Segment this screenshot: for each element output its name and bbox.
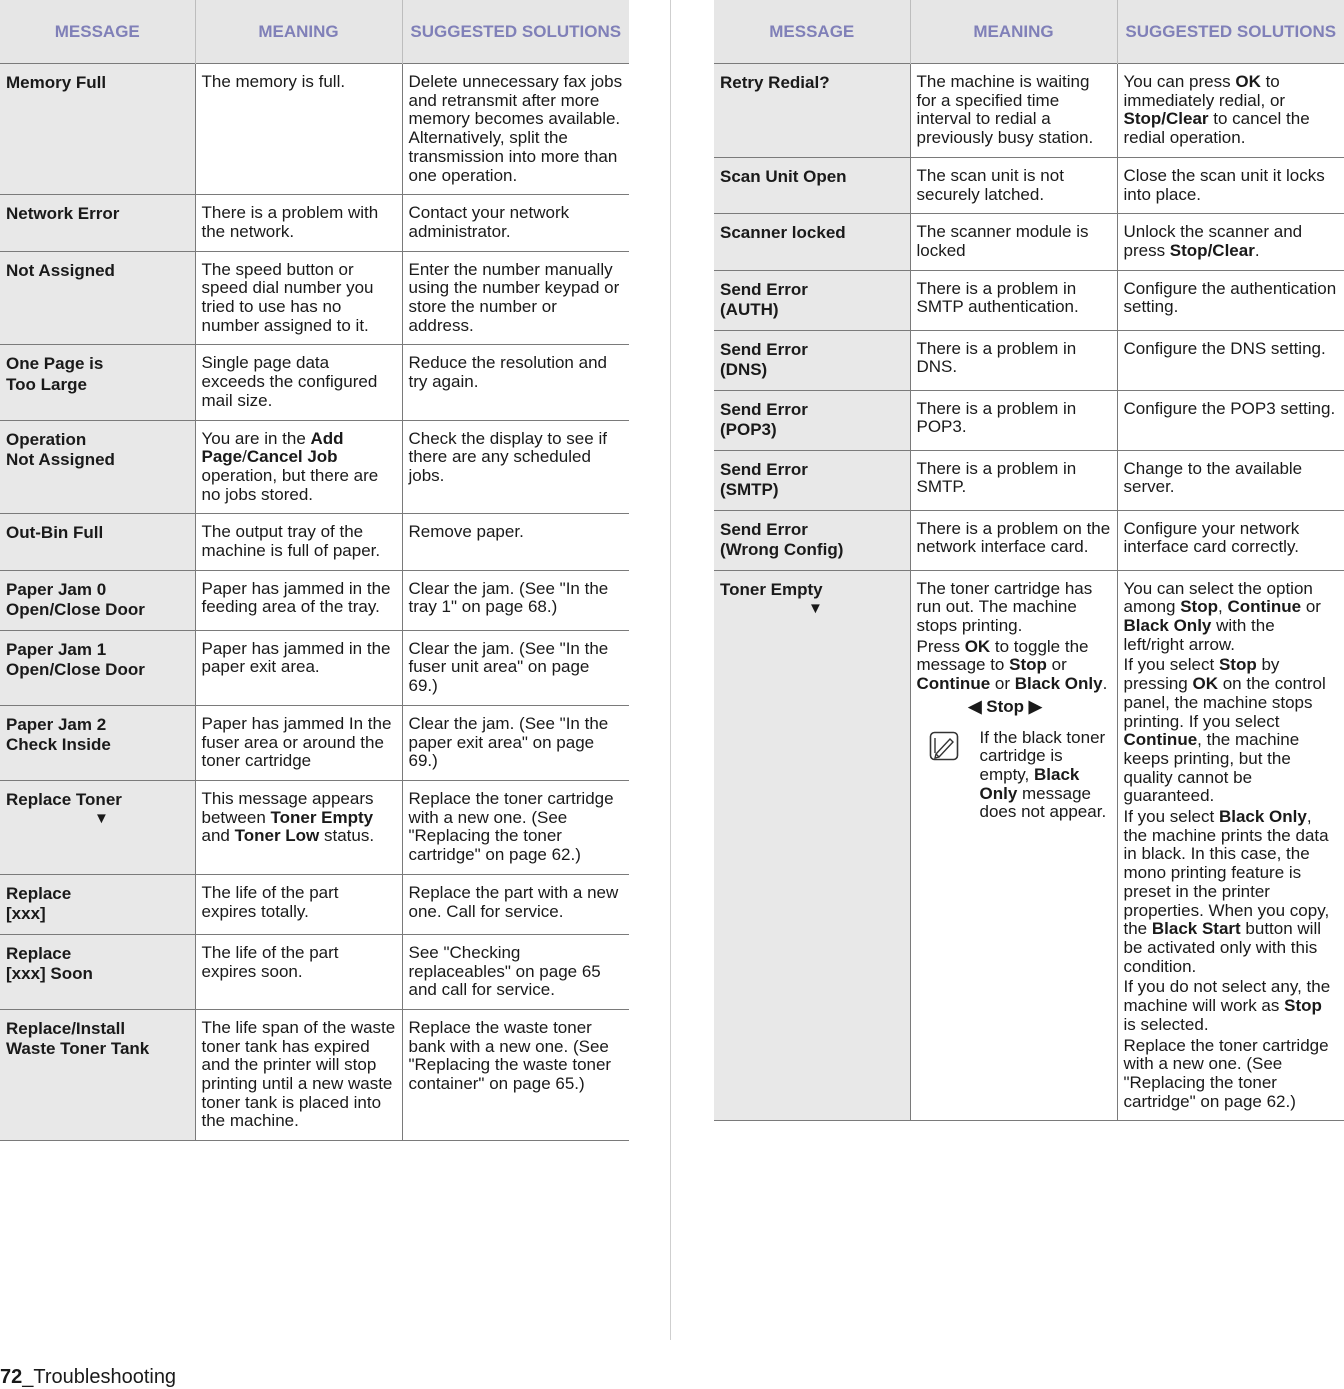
text-run: If you do not select any, the machine will work as <box>1123 977 1331 1016</box>
solution-text: Change to the available server. <box>1123 458 1303 497</box>
text-run: . <box>1254 240 1260 260</box>
solution-text: Replace the waste toner bank with a new one. (See "Replacing the waste toner container" on page 65.) <box>408 1017 612 1094</box>
table-row <box>0 874 629 934</box>
solution-cell <box>1117 510 1344 570</box>
solution-text: Configure the authentication setting. <box>1123 278 1337 317</box>
message-cell <box>714 270 910 330</box>
meaning-cell <box>910 64 1117 158</box>
column-divider <box>670 0 671 1340</box>
text-run: status. <box>319 826 375 846</box>
meaning-paragraph <box>917 638 1111 694</box>
text-run: You can select the option among <box>1123 578 1313 617</box>
header-meaning: MEANING <box>195 0 402 64</box>
header-meaning: MEANING <box>910 0 1117 64</box>
meaning-cell <box>195 345 402 420</box>
down-arrow-icon: ▼ <box>94 810 109 828</box>
message-text: (DNS) <box>720 360 768 380</box>
text-run: to toggle the message to <box>916 636 1089 675</box>
bold-run: Continue <box>916 674 991 694</box>
solution-text: Configure the POP3 setting. <box>1123 398 1336 418</box>
meaning-cell <box>195 514 402 570</box>
meaning-text: The speed button or speed dial number you tried to use has no number assigned to it. <box>201 259 374 335</box>
message-text: Too Large <box>6 374 87 394</box>
table-row <box>0 195 629 251</box>
text-run: to immediately redial, or <box>1123 72 1286 110</box>
solution-cell <box>402 345 629 420</box>
right-troubleshooting-table <box>714 0 1344 1121</box>
bold-run: OK <box>964 636 991 656</box>
meaning-text: The life of the part expires soon. <box>201 942 339 981</box>
table-row <box>714 330 1344 390</box>
text-run: on the control panel, the machine stops printing. If you select <box>1123 674 1326 731</box>
meaning-cell <box>195 1009 402 1140</box>
bold-run: Add Page <box>201 428 344 467</box>
text-run: , the machine prints the data in black. In this case, the mono printing feature is preset in the printer properties. When you copy, the <box>1123 807 1330 939</box>
solution-cell <box>1117 390 1344 450</box>
message-cell <box>0 780 195 874</box>
solution-paragraph <box>1124 656 1339 806</box>
solution-cell <box>1117 214 1344 270</box>
message-cell <box>0 195 195 251</box>
message-text: (AUTH) <box>720 300 779 320</box>
table-row <box>714 390 1344 450</box>
down-arrow-icon: ▼ <box>808 600 823 618</box>
text-run: with the left/right arrow. <box>1123 616 1275 654</box>
solution-cell <box>402 570 629 630</box>
solution-text: Reduce the resolution and try again. <box>408 353 607 392</box>
solution-cell <box>402 1009 629 1140</box>
table-row <box>0 630 629 705</box>
table-header-row <box>714 0 1344 64</box>
meaning-text: The scanner module is locked <box>916 222 1089 260</box>
bold-run: Stop <box>1284 996 1322 1016</box>
table-row <box>714 64 1344 158</box>
left-table-column <box>0 0 629 1141</box>
text-run: If the black toner cartridge is empty, <box>979 727 1106 784</box>
header-solutions: SUGGESTED SOLUTIONS <box>402 0 629 64</box>
solution-cell <box>402 874 629 934</box>
message-text: Memory Full <box>6 73 107 92</box>
message-text: One Page is <box>6 354 104 374</box>
solution-cell <box>1117 270 1344 330</box>
text-run: or <box>990 674 1015 694</box>
solution-cell <box>402 934 629 1009</box>
meaning-text: There is a problem in DNS. <box>916 338 1077 377</box>
solution-paragraph <box>1124 580 1339 655</box>
table-row <box>0 251 629 345</box>
message-cell <box>714 510 910 570</box>
message-text: [xxx] <box>6 904 46 924</box>
table-row <box>714 450 1344 510</box>
table-row <box>0 780 629 874</box>
meaning-cell <box>195 570 402 630</box>
table-row <box>714 270 1344 330</box>
solution-cell <box>1117 450 1344 510</box>
bold-run: Black Start <box>1151 919 1241 939</box>
text-run: . <box>1102 674 1108 694</box>
solution-cell <box>402 514 629 570</box>
text-run: , the machine keeps printing, but the quality cannot be guaranteed. <box>1123 730 1300 806</box>
bold-run: Black Only <box>1218 807 1307 827</box>
solution-text: Clear the jam. (See "In the fuser unit area" on page 69.) <box>408 638 609 696</box>
message-text: Send Error <box>720 519 808 539</box>
solution-text: Configure your network interface card correctly. <box>1123 518 1300 557</box>
text-run: Replace the toner cartridge with a new one. (See "Replacing the toner cartridge" on page 62.) <box>1123 1035 1329 1111</box>
text-run: This message appears between <box>201 788 374 827</box>
message-cell <box>0 420 195 514</box>
bold-run: Black Only <box>1123 616 1212 636</box>
message-cell <box>714 214 910 270</box>
meaning-cell <box>195 780 402 874</box>
bold-run: Stop/Clear <box>1123 109 1209 129</box>
meaning-text: There is a problem in SMTP. <box>916 458 1077 497</box>
meaning-text: The life span of the waste toner tank has expired and the printer will stop printing until a new waste toner tank is placed into the machine. <box>201 1017 396 1131</box>
text-run: operation, but there are no jobs stored. <box>201 465 379 504</box>
meaning-text: There is a problem in POP3. <box>916 398 1077 437</box>
solution-cell <box>402 630 629 705</box>
message-cell <box>714 330 910 390</box>
table-row <box>0 1009 629 1140</box>
left-troubleshooting-table <box>0 0 629 1141</box>
text-run: If you select <box>1123 807 1219 827</box>
message-cell <box>0 630 195 705</box>
bold-run: Black Only <box>979 764 1080 803</box>
page-number: 72 <box>0 1366 23 1388</box>
bold-run: Toner Low <box>234 826 320 846</box>
text-run: If you select <box>1123 655 1219 675</box>
meaning-cell <box>195 705 402 780</box>
meaning-cell <box>910 510 1117 570</box>
meaning-cell <box>910 330 1117 390</box>
text-run: to cancel the redial operation. <box>1123 109 1310 148</box>
message-text: Replace/Install <box>6 1018 126 1038</box>
meaning-cell <box>910 570 1117 1121</box>
text-run: by pressing <box>1123 655 1280 694</box>
message-text: (Wrong Config) <box>720 540 844 560</box>
message-cell <box>0 705 195 780</box>
solution-text: See "Checking replaceables" on page 65 and call for service. <box>408 942 601 1000</box>
meaning-text: The output tray of the machine is full of paper. <box>201 522 381 561</box>
message-text: Replace <box>6 883 72 903</box>
meaning-text: The life of the part expires totally. <box>201 882 339 921</box>
meaning-cell <box>910 390 1117 450</box>
message-text: Out-Bin Full <box>6 523 104 543</box>
message-cell <box>714 450 910 510</box>
table-row <box>0 705 629 780</box>
table-row <box>0 345 629 420</box>
message-cell <box>0 570 195 630</box>
message-text: Open/Close Door <box>6 600 145 620</box>
solution-text: Contact your network administrator. <box>408 203 570 241</box>
solution-cell <box>402 195 629 251</box>
table-row <box>0 570 629 630</box>
meaning-paragraph: The toner cartridge has run out. The machine stops printing. <box>916 578 1093 636</box>
solution-cell <box>1117 570 1344 1121</box>
message-text: Replace Toner <box>6 789 122 809</box>
meaning-cell <box>910 214 1117 270</box>
meaning-text: There is a problem in SMTP authentication. <box>916 278 1079 317</box>
message-text: Send Error <box>720 459 808 479</box>
table-row <box>0 64 629 195</box>
text-run: or <box>1046 655 1067 675</box>
table-row <box>0 420 629 514</box>
header-message: MESSAGE <box>0 0 195 64</box>
solution-cell <box>402 420 629 514</box>
message-text: Not Assigned <box>6 260 115 280</box>
table-row <box>0 514 629 570</box>
solution-cell <box>402 251 629 345</box>
message-text: Scanner locked <box>720 223 846 243</box>
page-footer <box>0 1366 176 1389</box>
solution-cell <box>1117 330 1344 390</box>
bold-run: Stop <box>1180 597 1218 617</box>
text-run: message does not appear. <box>979 783 1107 822</box>
message-text: Check Inside <box>6 735 111 755</box>
solution-text: Enter the number manually using the number keypad or store the number or address. <box>408 259 620 335</box>
meaning-text: The scan unit is not securely latched. <box>916 165 1064 204</box>
message-cell <box>0 345 195 420</box>
message-cell <box>714 64 910 158</box>
solution-text: Delete unnecessary fax jobs and retransmit after more memory becomes available. Alternatively, split the transmission into more than one operation. <box>408 72 623 185</box>
note-pencil-icon <box>929 731 959 761</box>
text-run: / <box>242 447 247 467</box>
table-row <box>0 934 629 1009</box>
table-row-toner-empty <box>714 570 1344 1121</box>
message-text: Open/Close Door <box>6 660 145 680</box>
message-text: Paper Jam 0 <box>6 579 107 599</box>
right-table-column <box>714 0 1344 1121</box>
bold-run: OK <box>1235 72 1261 91</box>
message-cell <box>714 157 910 213</box>
solution-cell <box>1117 157 1344 213</box>
note-box <box>917 729 1111 823</box>
stop-toggle-indicator: ◀ Stop ▶ <box>968 696 1042 716</box>
text-run: Press <box>916 636 965 656</box>
message-text: Waste Toner Tank <box>6 1039 150 1059</box>
solution-text: Replace the toner cartridge with a new one. (See "Replacing the toner cartridge" on page 62.) <box>408 788 614 865</box>
text-run: Unlock the scanner and press <box>1123 222 1303 260</box>
table-header-row <box>0 0 629 64</box>
header-solutions: SUGGESTED SOLUTIONS <box>1117 0 1344 64</box>
message-text: [xxx] Soon <box>6 964 93 984</box>
bold-run: Stop <box>1218 655 1257 675</box>
meaning-text: There is a problem with the network. <box>201 203 379 241</box>
table-row <box>714 510 1344 570</box>
meaning-text: The memory is full. <box>201 72 346 91</box>
text-run: and <box>201 826 235 846</box>
message-text: Scan Unit Open <box>720 166 847 186</box>
solution-text: Clear the jam. (See "In the paper exit area" on page 69.) <box>408 713 609 771</box>
message-text: Send Error <box>720 399 808 419</box>
message-cell <box>0 874 195 934</box>
message-cell <box>0 1009 195 1140</box>
solution-text: Check the display to see if there are any scheduled jobs. <box>408 428 607 485</box>
solution-cell <box>402 705 629 780</box>
message-text: Retry Redial? <box>720 73 830 92</box>
text-run: You are in the <box>201 428 311 448</box>
message-text: Paper Jam 2 <box>6 714 107 734</box>
bold-run: Continue <box>1123 730 1198 750</box>
meaning-cell <box>195 251 402 345</box>
text-run: You can press <box>1123 72 1236 91</box>
meaning-text: The machine is waiting for a specified time interval to redial a previously busy station. <box>916 72 1094 148</box>
solution-cell <box>1117 64 1344 158</box>
message-text: Send Error <box>720 279 808 299</box>
message-text: (SMTP) <box>720 480 779 500</box>
solution-text: Close the scan unit it locks into place. <box>1123 165 1325 204</box>
bold-run: Stop/Clear <box>1169 240 1255 260</box>
text-run: , <box>1217 597 1228 617</box>
message-cell <box>0 514 195 570</box>
bold-run: Toner Empty <box>270 807 374 827</box>
meaning-cell <box>195 630 402 705</box>
message-text: Network Error <box>6 204 120 224</box>
message-text: (POP3) <box>720 420 777 440</box>
meaning-cell <box>195 195 402 251</box>
text-run: or <box>1301 597 1321 617</box>
bold-run: Stop <box>1009 655 1047 675</box>
message-cell <box>714 390 910 450</box>
solution-paragraph <box>1124 808 1339 976</box>
meaning-cell <box>910 157 1117 213</box>
meaning-cell <box>910 270 1117 330</box>
bold-run: Continue <box>1227 597 1302 617</box>
solution-text: Remove paper. <box>408 522 524 542</box>
message-cell <box>714 570 910 1121</box>
meaning-cell <box>910 450 1117 510</box>
message-text: Not Assigned <box>6 450 115 470</box>
meaning-text: Single page data exceeds the configured mail size. <box>201 353 378 410</box>
table-row <box>714 214 1344 270</box>
bold-run: Cancel Job <box>246 447 338 467</box>
message-text: Toner Empty <box>720 579 823 599</box>
meaning-cell <box>195 420 402 514</box>
message-text: Operation <box>6 429 87 449</box>
solution-cell <box>402 780 629 874</box>
meaning-cell <box>195 874 402 934</box>
solution-text: Configure the DNS setting. <box>1123 338 1326 358</box>
meaning-cell <box>195 934 402 1009</box>
meaning-text: There is a problem on the network interface card. <box>916 518 1111 557</box>
text-run: button will be activated only with this condition. <box>1123 919 1322 976</box>
bold-run: OK <box>1192 674 1218 694</box>
text-run: is selected. <box>1123 1014 1209 1034</box>
message-text: Replace <box>6 943 72 963</box>
meaning-cell <box>195 64 402 195</box>
meaning-text: Paper has jammed in the paper exit area. <box>201 638 391 677</box>
solution-text: Clear the jam. (See "In the tray 1" on page 68.) <box>408 578 609 617</box>
meaning-text: Paper has jammed In the fuser area or around the toner cartridge <box>201 713 392 771</box>
message-cell <box>0 251 195 345</box>
message-text: Paper Jam 1 <box>6 639 107 659</box>
message-cell <box>0 934 195 1009</box>
solution-paragraph <box>1124 1037 1339 1112</box>
table-row <box>714 157 1344 213</box>
solution-cell <box>402 64 629 195</box>
section-name: _Troubleshooting <box>22 1366 177 1388</box>
bold-run: Black Only <box>1014 674 1103 694</box>
meaning-text: Paper has jammed in the feeding area of the tray. <box>201 578 391 617</box>
message-text: Send Error <box>720 339 808 359</box>
message-cell <box>0 64 195 195</box>
solution-paragraph <box>1124 978 1339 1034</box>
solution-text: Replace the part with a new one. Call for service. <box>408 882 619 921</box>
header-message: MESSAGE <box>714 0 910 64</box>
